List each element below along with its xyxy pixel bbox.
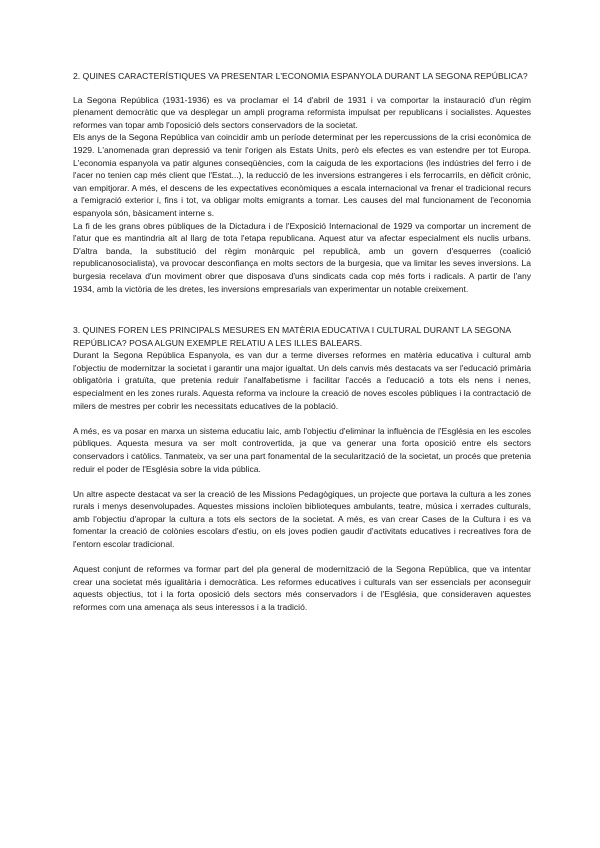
q3-paragraph-4: Aquest conjunt de reformes va formar part del pla general de modernització de la Segona República, que va intentar crear una societat més igualitària i democràtica. Les reformes educatives i culturals van ser essencials per aconseguir aquests objectius, tot i la forta oposició dels sectors més conservadors i de l'Església, que consideraven aquestes reformes com una amenaça als seus interessos i a la tradició. [73, 564, 531, 612]
q2-paragraph-1: La Segona República (1931-1936) es va proclamar el 14 d'abril de 1931 i va comportar la instauració d'un règim plenament democràtic que va desplegar un ampli programa reformista impulsat per republicans i socialistes. Aquestes reformes van topar amb l'oposició dels sectors conservadors de la societat. [73, 94, 531, 130]
section-spacer [73, 295, 531, 324]
q2-paragraph-2: Els anys de la Segona República van coincidir amb un període determinat per les repercussions de la crisi econòmica de 1929. L'anomenada gran depressió va tenir l'origen als Estats Units, però els efectes es van estendre per tot Europa. L'economia espanyola va patir algunes conseqüències, com la caiguda de les exportacions (les indústries del ferro i de l'acer no tenien cap més client que l'Estat...), la reducció de les inversions estrangeres i els ferrocarrils, en dèficit crònic, van empitjorar. A més, el descens de les expectatives econòmiques a escala internacional va frenar el tradicional recurs a l'emigració exterior i, fins i tot, va obligar molts emigrants a tornar. Les causes del mal funcionament de l'economia espanyola són, bàsicament interne s. [73, 132, 531, 218]
paragraph-spacer [73, 551, 531, 564]
question-2-heading: 2. QUINES CARACTERÍSTIQUES VA PRESENTAR L'ECONOMIA ESPANYOLA DURANT LA SEGONA REPÚBLICA? [73, 71, 528, 81]
paragraph-spacer [73, 475, 531, 488]
question-3-heading: 3. QUINES FOREN LES PRINCIPALS MESURES EN MATÈRIA EDUCATIVA I CULTURAL DURANT LA SEGONA REPÚBLICA? POSA ALGUN EXEMPLE RELATIU A LES ILLES BALEARS. [73, 325, 511, 348]
q3-paragraph-1: Durant la Segona República Espanyola, es van dur a terme diverses reformes en matèria educativa i cultural amb l'objectiu de modernitzar la societat i garantir una major igualtat. Un dels canvis més destacats va ser l'educació primària obligatòria i gratuïta, que pretenia reduir l'analfabetisme i facilitar l'accés a l'educació a tots els nens i nenes, especialment en les zones rurals. Aquesta reforma va incloure la creació de noves escoles públiques i la contractació de milers de mestres per cobrir les necessitats educatives de la població. [73, 350, 531, 411]
q3-paragraph-2: A més, es va posar en marxa un sistema educatiu laic, amb l'objectiu d'eliminar la influència de l'Església en les escoles públiques. Aquesta mesura va ser molt controvertida, ja que va generar una forta oposició entre els sectors conservadors i catòlics. Tanmateix, va ser una part fonamental de la secularització de la societat, un procés que pretenia reduir el poder de l'Església sobre la vida pública. [73, 425, 531, 474]
paragraph-spacer [73, 412, 531, 425]
document-page [73, 70, 531, 613]
q2-paragraph-3: La fi de les grans obres públiques de la Dictadura i de l'Exposició Internacional de 1929 va comportar un increment de l'atur que es mantindria alt al llarg de tota l'etapa republicana. Aquest atur va afectar especialment els nuclis urbans. D'altra banda, la substitució del règim monàrquic pel republicà, amb un govern d'esquerres (coalició republicanosocialista), va provocar desconfiança en molts sectors de la burgesia, que va limitar les seves inversions. La burgesia recelava d'un moviment obrer que disposava d'uns sindicats cada cop més forts i radicals. A partir de l'any 1934, amb la victòria de les dretes, les inversions empresarials van experimentar un notable creixement. [73, 220, 531, 294]
q3-paragraph-3: Un altre aspecte destacat va ser la creació de les Missions Pedagògiques, un projecte que portava la cultura a les zones rurals i menys desenvolupades. Aquestes missions incloïen biblioteques ambulants, teatre, música i xerrades culturals, amb l'objectiu d'apropar la cultura a tots els sectors de la societat. A més, es van crear Cases de la Cultura i es va fomentar la creació de colònies escolars d'estiu, on els joves podien gaudir d'activitats educatives i recreatives fora de l'entorn escolar tradicional. [73, 488, 531, 549]
